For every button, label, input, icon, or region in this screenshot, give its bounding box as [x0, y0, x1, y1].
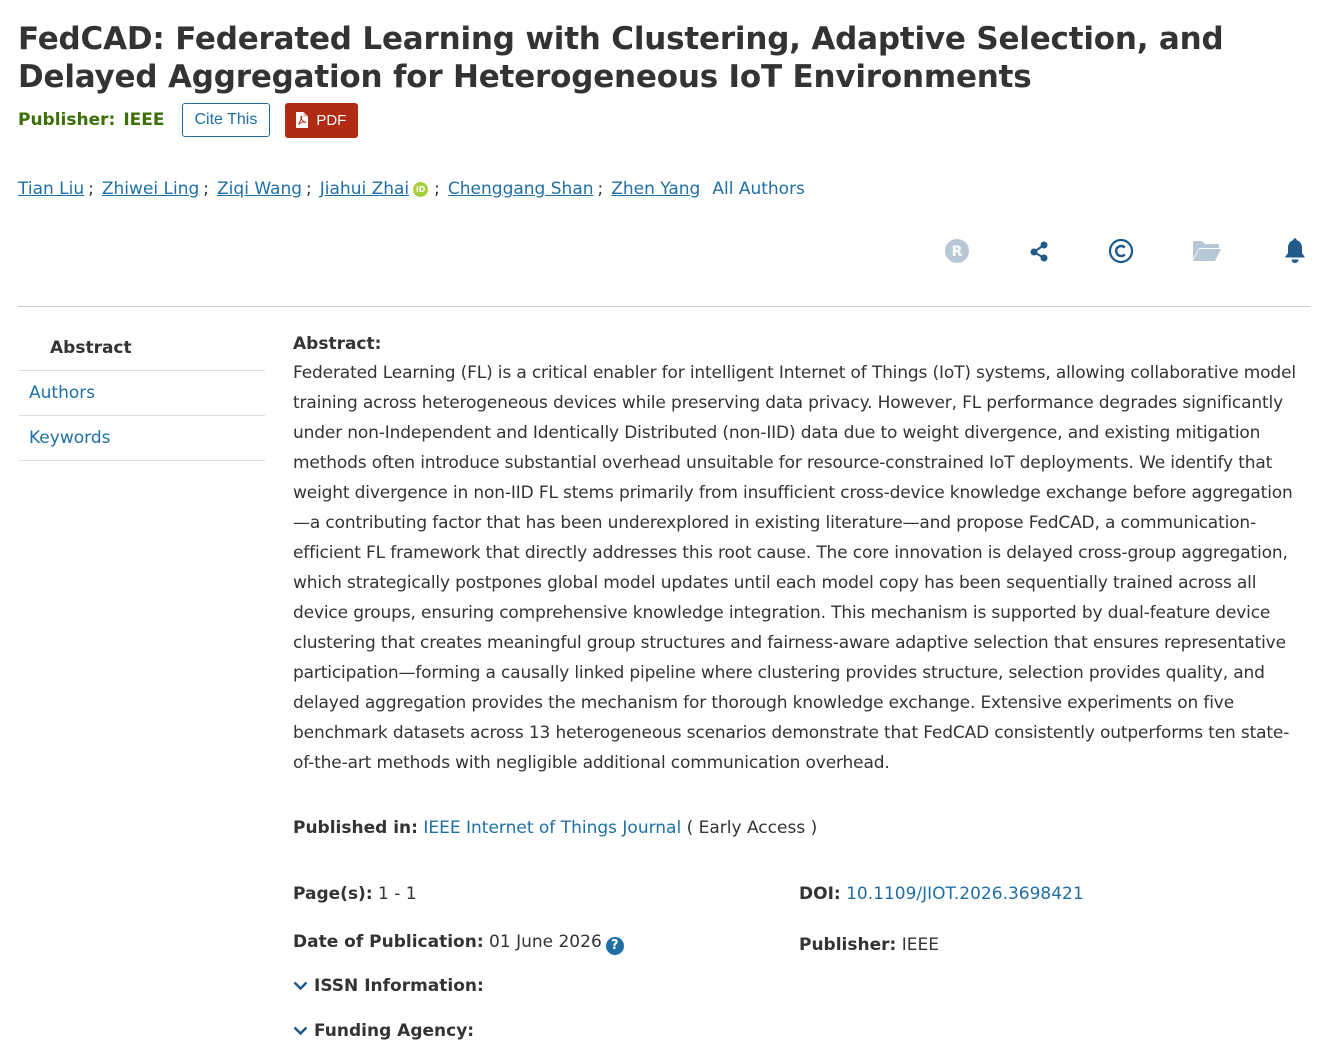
issn-information-toggle[interactable] [293, 976, 484, 996]
issn-information-label: ISSN Information: [314, 976, 484, 996]
abstract-text: Federated Learning (FL) is a critical enabler for intelligent Internet of Things (IoT) systems, allowing collaborative model training across heterogeneous devices while preserving data privacy. However, FL performance degrades significantly under non-Independent and Identically Distributed (non-IID) data due to weight divergence, and existing mitigation methods often introduce substantial overhead unsuitable for resource-constrained IoT deployments. We identify that weight divergence in non-IID FL stems primarily from insufficient cross-device knowledge exchange before aggregation—a contributing factor that has been underexplored in existing literature—and propose FedCAD, a communication-efficient FL framework that directly addresses this root cause. The core innovation is delayed cross-group aggregation, which strategically postpones global model updates until each model copy has been sequentially trained across all device groups, ensuring comprehensive knowledge integration. This mechanism is supported by dual-feature device clustering that creates meaningful group structures and fairness-aware adaptive selection that ensures representative participation—forming a causally linked pipeline where clustering provides structure, selection provides quality, and delayed aggregation provides the mechanism for thorough knowledge exchange. Extensive experiments on five benchmark datasets across 13 heterogeneous scenarios demonstrate that FedCAD consistently outperforms ten state-of-the-art methods with negligible additional communication overhead. [293, 363, 1296, 773]
folder-icon [1192, 240, 1222, 262]
save-to-folder-button[interactable] [1192, 236, 1222, 266]
pdf-button[interactable] [285, 103, 358, 138]
chevron-down-icon [293, 981, 308, 991]
date-of-publication-value: 01 June 2026 [489, 932, 602, 952]
author-link-tian-liu[interactable]: Tian Liu [18, 179, 85, 199]
publisher-info [799, 935, 939, 955]
bell-icon [1283, 238, 1307, 264]
publisher-row [18, 102, 358, 138]
funding-agency-toggle[interactable] [293, 1021, 474, 1041]
pdf-file-icon [295, 112, 308, 128]
orcid-icon[interactable]: iD [413, 182, 428, 197]
svg-text:R: R [951, 244, 963, 260]
header-divider [18, 306, 1311, 307]
access-status: ( Early Access ) [686, 818, 818, 838]
author-link-zhen-yang[interactable]: Zhen Yang [611, 179, 701, 199]
author-separator: ; [434, 179, 440, 199]
nav-item-authors[interactable]: Authors [19, 371, 265, 416]
cite-this-button[interactable]: Cite This [182, 103, 271, 137]
author-link-zhiwei-ling[interactable]: Zhiwei Ling [101, 179, 200, 199]
nav-item-keywords[interactable]: Keywords [19, 416, 265, 461]
share-button[interactable] [1024, 236, 1054, 266]
document-sections-nav [19, 326, 265, 461]
alerts-button[interactable] [1280, 236, 1310, 266]
nav-item-abstract[interactable]: Abstract [19, 326, 265, 371]
published-in-label: Published in: [293, 818, 418, 838]
pages-info [293, 884, 417, 904]
author-link-ziqi-wang[interactable]: Ziqi Wang [217, 179, 303, 199]
chevron-down-icon [293, 1026, 308, 1036]
share-icon [1028, 240, 1050, 262]
help-icon[interactable]: ? [606, 937, 624, 955]
pdf-button-label: PDF [316, 111, 347, 129]
abstract-section [293, 332, 1305, 778]
publisher-meta-value: IEEE [901, 935, 939, 955]
doi-link[interactable]: 10.1109/JIOT.2026.3698421 [846, 884, 1084, 904]
document-toolbar [0, 236, 1319, 266]
journal-link[interactable]: IEEE Internet of Things Journal [423, 818, 682, 838]
copyright-button[interactable] [1106, 236, 1136, 266]
pages-label: Page(s): [293, 884, 373, 904]
page-title: FedCAD: Federated Learning with Clustering, Adaptive Selection, and Delayed Aggregation for Heterogeneous IoT Environments [18, 21, 1224, 95]
pages-value: 1 - 1 [378, 884, 417, 904]
author-link-chenggang-shan[interactable]: Chenggang Shan [447, 179, 594, 199]
publisher-meta-label: Publisher: [799, 935, 897, 955]
author-separator: ; [88, 179, 94, 199]
publisher-label: Publisher: [18, 110, 116, 130]
published-in [293, 818, 817, 838]
date-of-publication [293, 932, 624, 955]
rights-permissions-button[interactable] [942, 236, 972, 266]
author-separator: ; [597, 179, 604, 199]
author-separator: ; [203, 179, 210, 199]
rights-r-icon [944, 238, 970, 264]
author-separator: ; [306, 179, 312, 199]
date-of-publication-label: Date of Publication: [293, 932, 484, 952]
copyright-icon [1108, 238, 1134, 264]
doi-label: DOI: [799, 884, 841, 904]
abstract-heading: Abstract: [293, 334, 382, 354]
author-link-jiahui-zhai[interactable]: Jiahui Zhai [319, 179, 410, 199]
funding-agency-label: Funding Agency: [314, 1021, 475, 1041]
author-list [18, 176, 805, 202]
publisher-value: IEEE [123, 110, 165, 130]
doi-info [799, 884, 1084, 904]
all-authors-link[interactable]: All Authors [712, 179, 805, 199]
